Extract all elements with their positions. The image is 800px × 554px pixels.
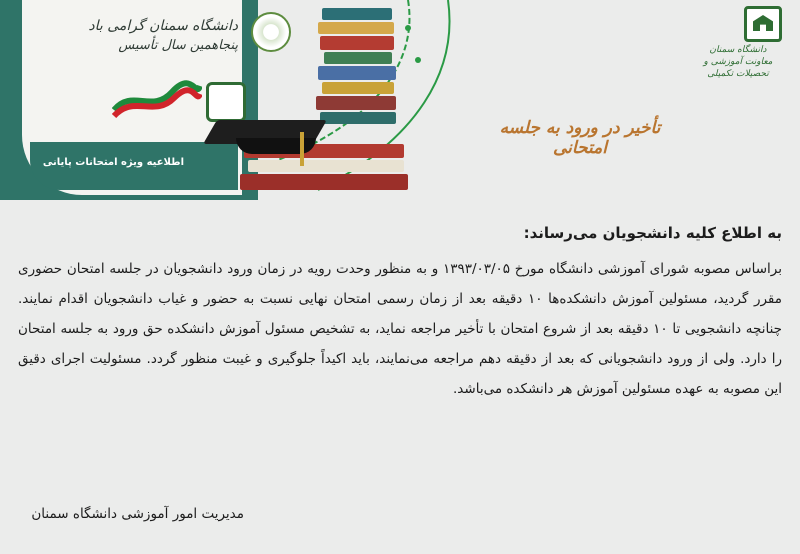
signature: مدیریت امور آموزشی دانشگاه سمنان xyxy=(31,506,244,522)
office-name: معاونت آموزشی و تحصیلات تکمیلی xyxy=(703,57,773,79)
graduation-cap-base xyxy=(236,138,316,154)
announcement-paragraph: براساس مصوبه شورای آموزشی دانشگاه مورخ ۱۳۹۳/۰۳/۰۵ و به منظور وحدت رویه در زمان ورود دانشجویان در جلسه امتحان حضوری مقرر گردید، مسئولین آموزش دانشکده‌ها ۱۰ دقیقه بعد از زمان رسمی امتحان نهایی نسبت به حضور و غیاب دانشجویان اقدام نمایند. چنانچه دانشجویی تا ۱۰ دقیقه بعد از شروع امتحان با تأخیر مراجعه نماید، به تشخیص مسئول آموزش دانشکده حق ورود به جلسه امتحان را دارد. ولی از ورود دانشجویانی که بعد از دقیقه دهم مراجعه می‌نمایند، باید اکیداً جلوگیری و غیبت منظور گردد. مسئولیت اجرای دقیق این مصوبه به عهده مسئولین آموزش هر دانشکده می‌باشد. xyxy=(18,261,783,397)
announcement-intro: به اطلاع کلیه دانشجویان می‌رساند: xyxy=(523,224,782,242)
anniversary-text xyxy=(58,16,238,56)
headline: تأخیر در ورود به جلسه امتحانی xyxy=(499,118,661,158)
anniversary-line-1: دانشگاه سمنان گرامی باد xyxy=(88,18,238,34)
flag-ribbon-icon xyxy=(112,80,202,118)
university-label xyxy=(688,44,788,80)
anniversary-line-2: پنجاهمین سال تأسیس xyxy=(118,38,238,53)
university-logo-mark xyxy=(753,15,773,31)
university-logo-icon xyxy=(744,6,782,42)
band-text: اطلاعیه ویژه امتحانات پایانی xyxy=(42,157,184,168)
announcement-content xyxy=(18,222,782,404)
banner-image xyxy=(0,0,800,200)
university-name: دانشگاه سمنان xyxy=(709,45,767,55)
tassel-icon xyxy=(300,132,304,166)
university-logo-small-icon xyxy=(206,82,246,122)
